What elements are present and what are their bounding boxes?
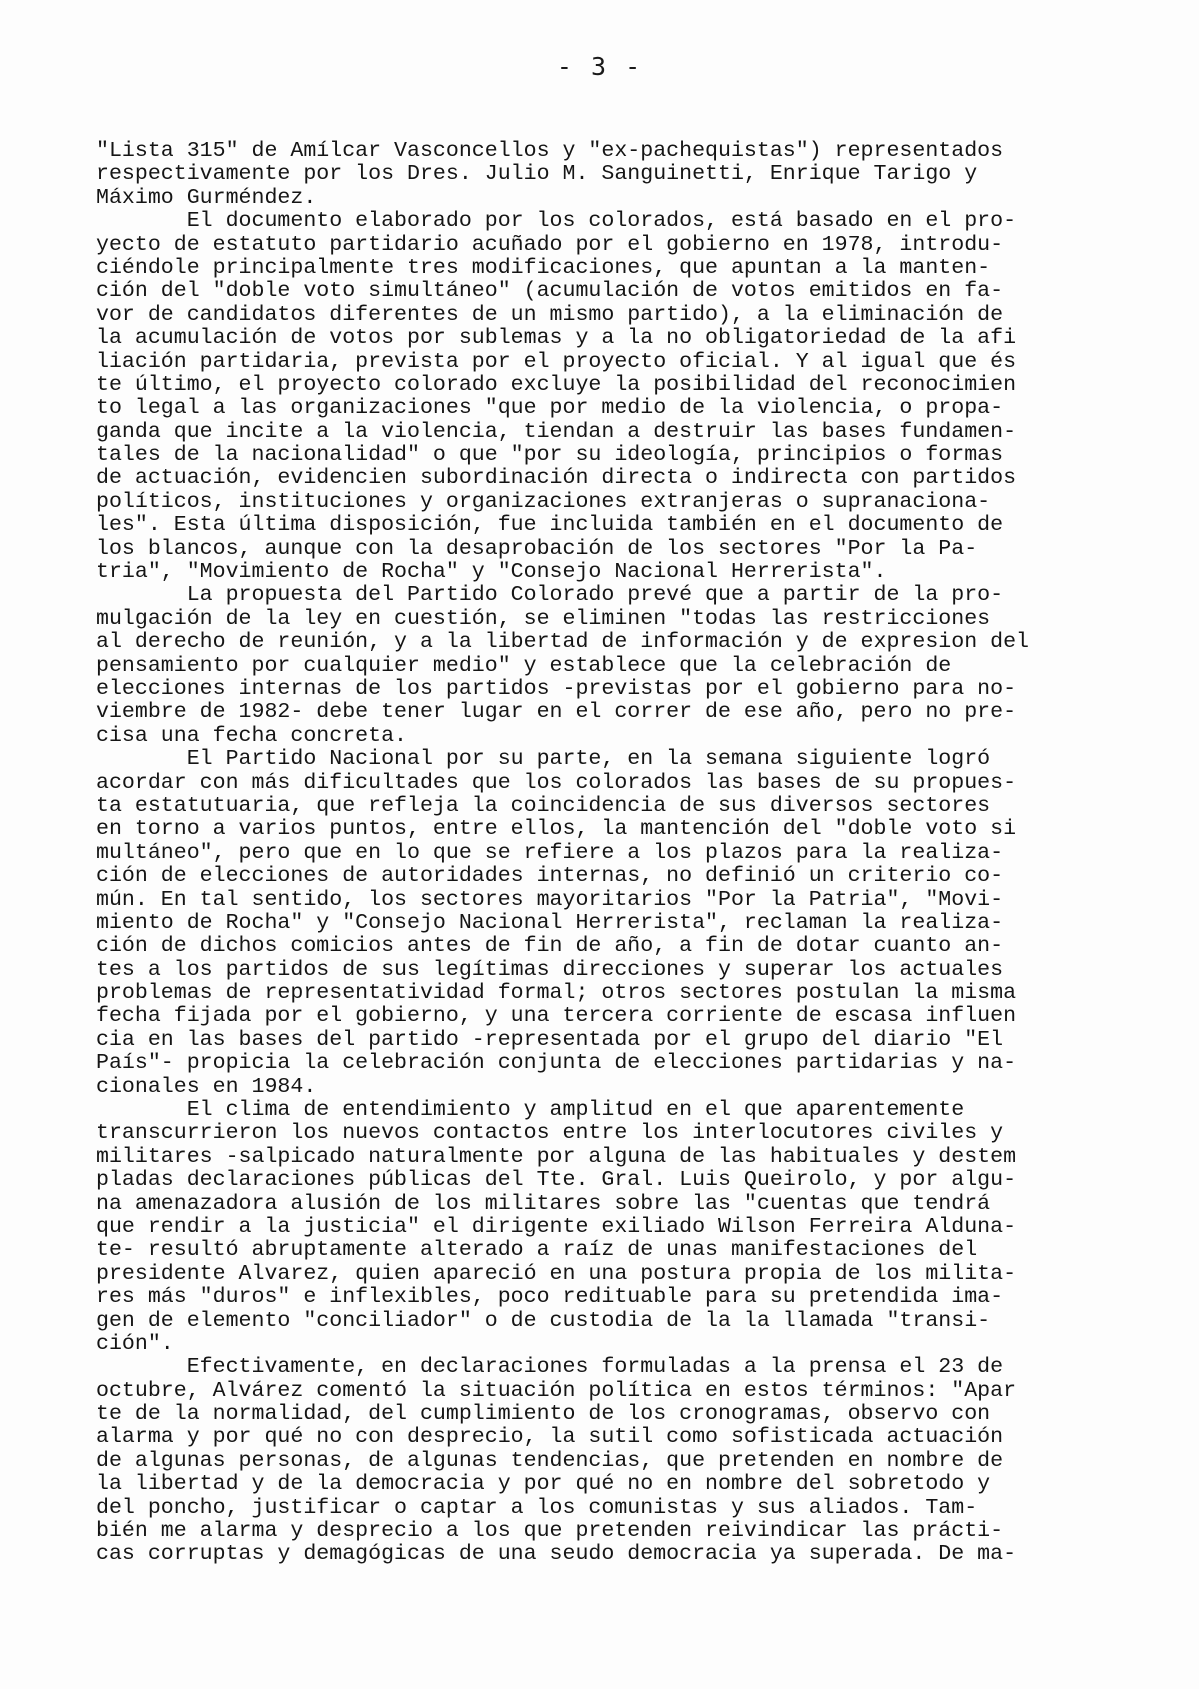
text-line: mulgación de la ley en cuestión, se eliminen "todas las restricciones (96, 606, 991, 631)
text-line: vor de candidatos diferentes de un mismo partido), a la eliminación de (96, 302, 1004, 327)
text-line: militares -salpicado naturalmente por alguna de las habituales y destem (96, 1144, 1017, 1169)
text-line: pensamiento por cualquier medio" y establece que la celebración de (96, 653, 952, 678)
text-line: de actuación, evidencien subordinación directa o indirecta con partidos (96, 466, 1017, 491)
text-line: que rendir a la justicia" el dirigente exiliado Wilson Ferreira Alduna- (96, 1214, 1017, 1239)
text-line: ta estatutuaria, que refleja la coincidencia de sus diversos sectores (96, 793, 991, 818)
text-line: ción del "doble voto simultáneo" (acumulación de votos emitidos en fa- (96, 279, 1004, 304)
text-line: ganda que incite a la violencia, tiendan a destruir las bases fundamen- (96, 419, 1017, 444)
text-line: cia en las bases del partido -representada por el grupo del diario "El (96, 1027, 1004, 1052)
text-line: ción". (96, 1331, 174, 1356)
text-line: multáneo", pero que en lo que se refiere a los plazos para la realiza- (96, 840, 1004, 865)
text-line: El documento elaborado por los colorados, está basado en el pro- (96, 209, 1017, 234)
text-line: El clima de entendimiento y amplitud en el que aparentemente (96, 1098, 965, 1123)
text-line: viembre de 1982- debe tener lugar en el correr de ese año, pero no pre- (96, 700, 1017, 725)
text-line: miento de Rocha" y "Consejo Nacional Herrerista", reclaman la realiza- (96, 910, 1004, 935)
text-line: te de la normalidad, del cumplimiento de los cronogramas, observo con (96, 1402, 991, 1427)
text-line: cionales en 1984. (96, 1074, 317, 1099)
text-line: "Lista 315" de Amílcar Vasconcellos y "ex-pachequistas") representados (96, 139, 1004, 163)
text-line: transcurrieron los nuevos contactos entre los interlocutores civiles y (96, 1121, 1004, 1146)
text-line: na amenazadora alusión de los militares sobre las "cuentas que tendrá (96, 1191, 991, 1216)
text-line: Máximo Gurméndez. (96, 185, 317, 210)
text-line: bién me alarma y desprecio a los que pretenden reivindicar las prácti- (96, 1519, 1004, 1544)
text-line: tales de la nacionalidad" o que "por su ideología, principios o formas (96, 443, 1004, 468)
text-line: País"- propicia la celebración conjunta de elecciones partidarias y na- (96, 1051, 1017, 1076)
text-line: res más "duros" e inflexibles, poco redituable para su pretendida ima- (96, 1285, 1004, 1310)
text-line: ciéndole principalmente tres modificaciones, que apuntan a la manten- (96, 255, 991, 280)
text-line: ción de elecciones de autoridades internas, no definió un criterio co- (96, 864, 1004, 889)
text-line: mún. En tal sentido, los sectores mayoritarios "Por la Patria", "Movi- (96, 887, 1004, 912)
text-line: tria", "Movimiento de Rocha" y "Consejo Nacional Herrerista". (96, 560, 887, 585)
text-line: alarma y por qué no con desprecio, la sutil como sofisticada actuación (96, 1425, 1004, 1450)
text-line: cas corruptas y demagógicas de una seudo democracia ya superada. De ma- (96, 1542, 1017, 1567)
text-line: te- resultó abruptamente alterado a raíz de unas manifestaciones del (96, 1238, 978, 1263)
body-text (96, 140, 1136, 1567)
text-line: acordar con más dificultades que los colorados las bases de su propues- (96, 770, 1017, 795)
text-line: liación partidaria, prevista por el proyecto oficial. Y al igual que és (96, 349, 1017, 374)
text-line: presidente Alvarez, quien apareció en una postura propia de los milita- (96, 1261, 1017, 1286)
text-line: de algunas personas, de algunas tendencias, que pretenden en nombre de (96, 1448, 1004, 1473)
text-line: en torno a varios puntos, entre ellos, la mantención del "doble voto si (96, 817, 1017, 842)
text-line: respectivamente por los Dres. Julio M. Sanguinetti, Enrique Tarigo y (96, 162, 978, 187)
text-line: fecha fijada por el gobierno, y una tercera corriente de escasa influen (96, 1004, 1017, 1029)
text-line: octubre, Alvárez comentó la situación política en estos términos: "Apar (96, 1378, 1017, 1403)
text-line: El Partido Nacional por su parte, en la semana siguiente logró (96, 747, 991, 772)
text-line: pladas declaraciones públicas del Tte. Gral. Luis Queirolo, y por algu- (96, 1168, 1017, 1193)
text-line: los blancos, aunque con la desaprobación de los sectores "Por la Pa- (96, 536, 978, 561)
text-line: yecto de estatuto partidario acuñado por el gobierno en 1978, introdu- (96, 232, 1004, 257)
text-line: elecciones internas de los partidos -previstas por el gobierno para no- (96, 676, 1017, 701)
text-line: La propuesta del Partido Colorado prevé que a partir de la pro- (96, 583, 1004, 608)
text-line: problemas de representatividad formal; otros sectores postulan la misma (96, 981, 1017, 1006)
text-line: gen de elemento "conciliador" o de custodia de la la llamada "transi- (96, 1308, 991, 1333)
text-line: políticos, instituciones y organizaciones extranjeras o supranaciona- (96, 489, 991, 514)
text-line: ción de dichos comicios antes de fin de año, a fin de dotar cuanto an- (96, 934, 1004, 959)
text-line: del poncho, justificar o captar a los comunistas y sus aliados. Tam- (96, 1495, 978, 1520)
text-line: Efectivamente, en declaraciones formuladas a la prensa el 23 de (96, 1355, 1004, 1380)
page-number: - 3 - (556, 52, 643, 81)
text-line: les". Esta última disposición, fue incluida también en el documento de (96, 513, 1004, 538)
text-line: tes a los partidos de sus legítimas direcciones y superar los actuales (96, 957, 1004, 982)
text-line: la libertad y de la democracia y por qué no en nombre del sobretodo y (96, 1472, 991, 1497)
text-line: te último, el proyecto colorado excluye la posibilidad del reconocimien (96, 372, 1017, 397)
text-line: cisa una fecha concreta. (96, 723, 408, 748)
text-line: la acumulación de votos por sublemas y a la no obligatoriedad de la afi (96, 326, 1017, 351)
text-line: al derecho de reunión, y a la libertad de información y de expresion del (96, 630, 1030, 655)
text-line: to legal a las organizaciones "que por medio de la violencia, o propa- (96, 396, 1004, 421)
